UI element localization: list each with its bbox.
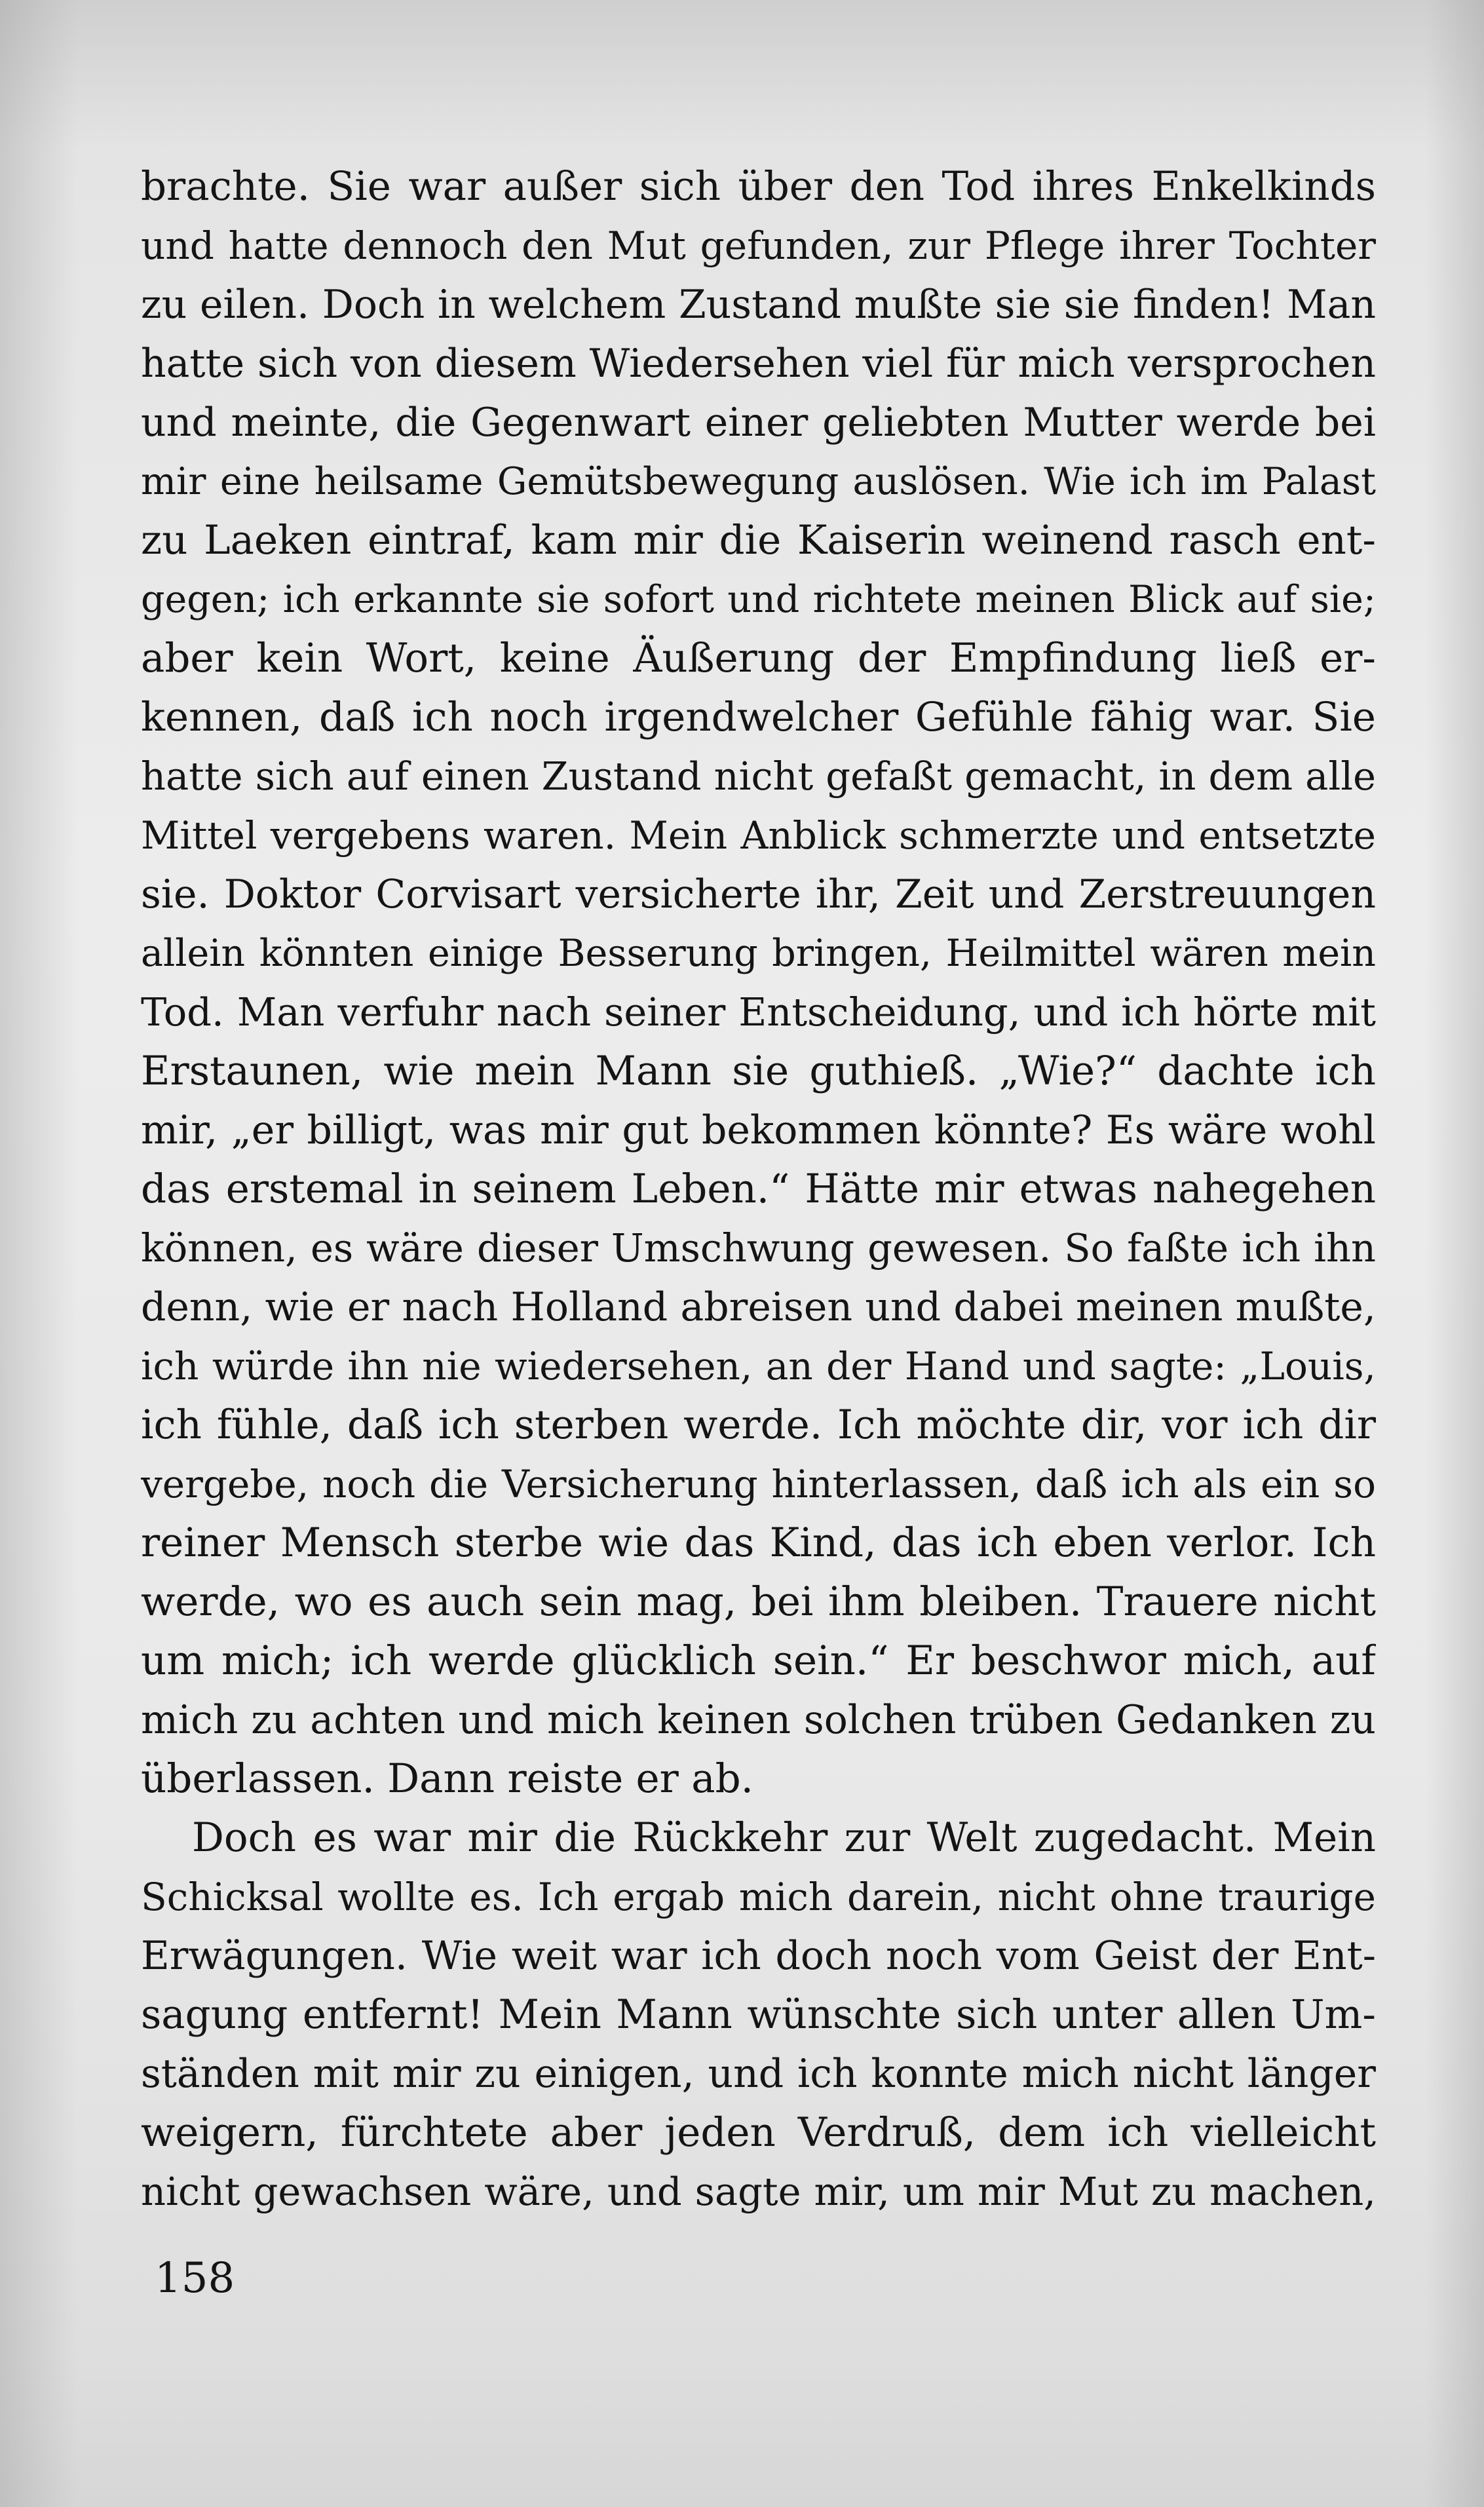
text-line: und hatte dennoch den Mut gefunden, zur Pflege ihrer Tochter [141,223,1376,268]
text-line: mir eine heilsame Gemütsbewegung auslösen. Wie ich im Palast [141,460,1376,503]
paragraph-2 [141,1808,1376,2221]
text-line: kennen, daß ich noch irgendwelcher Gefühle fähig war. Sie [141,694,1376,740]
text-line: vergebe, noch die Versicherung hinterlassen, daß ich als ein so [141,1462,1376,1506]
text-line: mich zu achten und mich keinen solchen trüben Gedanken zu [141,1697,1376,1743]
text-line: zu Laeken eintraf, kam mir die Kaiserin weinend rasch ent- [141,517,1376,564]
text-line: hatte sich von diesem Wiedersehen viel für mich versprochen [141,341,1376,387]
text-line: überlassen. Dann reiste er ab. [141,1755,754,1802]
text-line: Doch es war mir die Rückkehr zur Welt zugedacht. Mein [192,1814,1376,1861]
text-line: mir, „er billigt, was mir gut bekommen könnte? Es wäre wohl [141,1107,1376,1153]
text-line: hatte sich auf einen Zustand nicht gefaßt gemacht, in dem alle [141,754,1376,799]
text-line: weigern, fürchtete aber jeden Verdruß, dem ich vielleicht [141,2109,1376,2156]
body-text [141,157,1376,2221]
text-line: können, es wäre dieser Umschwung gewesen. So faßte ich ihn [141,1225,1376,1271]
text-line: reiner Mensch sterbe wie das Kind, das ich eben verlor. Ich [141,1520,1376,1566]
text-line: um mich; ich werde glücklich sein.“ Er beschwor mich, auf [141,1637,1376,1684]
text-line: gegen; ich erkannte sie sofort und richtete meinen Blick auf sie; [141,578,1376,621]
text-line: ich würde ihn nie wiedersehen, an der Hand und sagte: „Louis, [141,1344,1376,1388]
text-line: denn, wie er nach Holland abreisen und dabei meinen mußte, [141,1284,1376,1330]
page-shadow-left [0,0,79,2507]
text-line: nicht gewachsen wäre, und sagte mir, um mir Mut zu machen, [141,2169,1376,2214]
text-line: und meinte, die Gegenwart einer geliebten Mutter werde bei [141,400,1376,446]
page-shadow-right [1425,0,1484,2507]
text-line: ich fühle, daß ich sterben werde. Ich möchte dir, vor ich dir [141,1402,1376,1448]
text-line: Schicksal wollte es. Ich ergab mich darein, nicht ohne traurige [141,1875,1376,1919]
paragraph-1 [141,157,1376,1808]
page-number: 158 [155,2254,235,2303]
text-line: sie. Doktor Corvisart versicherte ihr, Zeit und Zerstreuungen [141,871,1376,917]
text-line: Mittel vergebens waren. Mein Anblick schmerzte und entsetzte [141,813,1376,858]
text-line: allein könnten einige Besserung bringen, Heilmittel wären mein [141,932,1376,975]
text-line: das erstemal in seinem Leben.“ Hätte mir etwas nahegehen [141,1166,1376,1212]
text-line: ständen mit mir zu einigen, und ich konnte mich nicht länger [141,2051,1376,2097]
text-line: Erwägungen. Wie weit war ich doch noch vom Geist der Ent- [141,1933,1376,1979]
text-line: werde, wo es auch sein mag, bei ihm bleiben. Trauere nicht [141,1579,1376,1625]
text-line: sagung entfernt! Mein Mann wünschte sich unter allen Um- [141,1991,1376,2038]
text-line: brachte. Sie war außer sich über den Tod ihres Enkelkinds [141,163,1376,210]
text-line: aber kein Wort, keine Äußerung der Empfindung ließ er- [141,635,1376,681]
text-line: Erstaunen, wie mein Mann sie guthieß. „Wie?“ dachte ich [141,1048,1376,1094]
text-line: Tod. Man verfuhr nach seiner Entscheidung, und ich hörte mit [141,989,1376,1035]
text-line: zu eilen. Doch in welchem Zustand mußte sie sie finden! Man [141,282,1376,328]
